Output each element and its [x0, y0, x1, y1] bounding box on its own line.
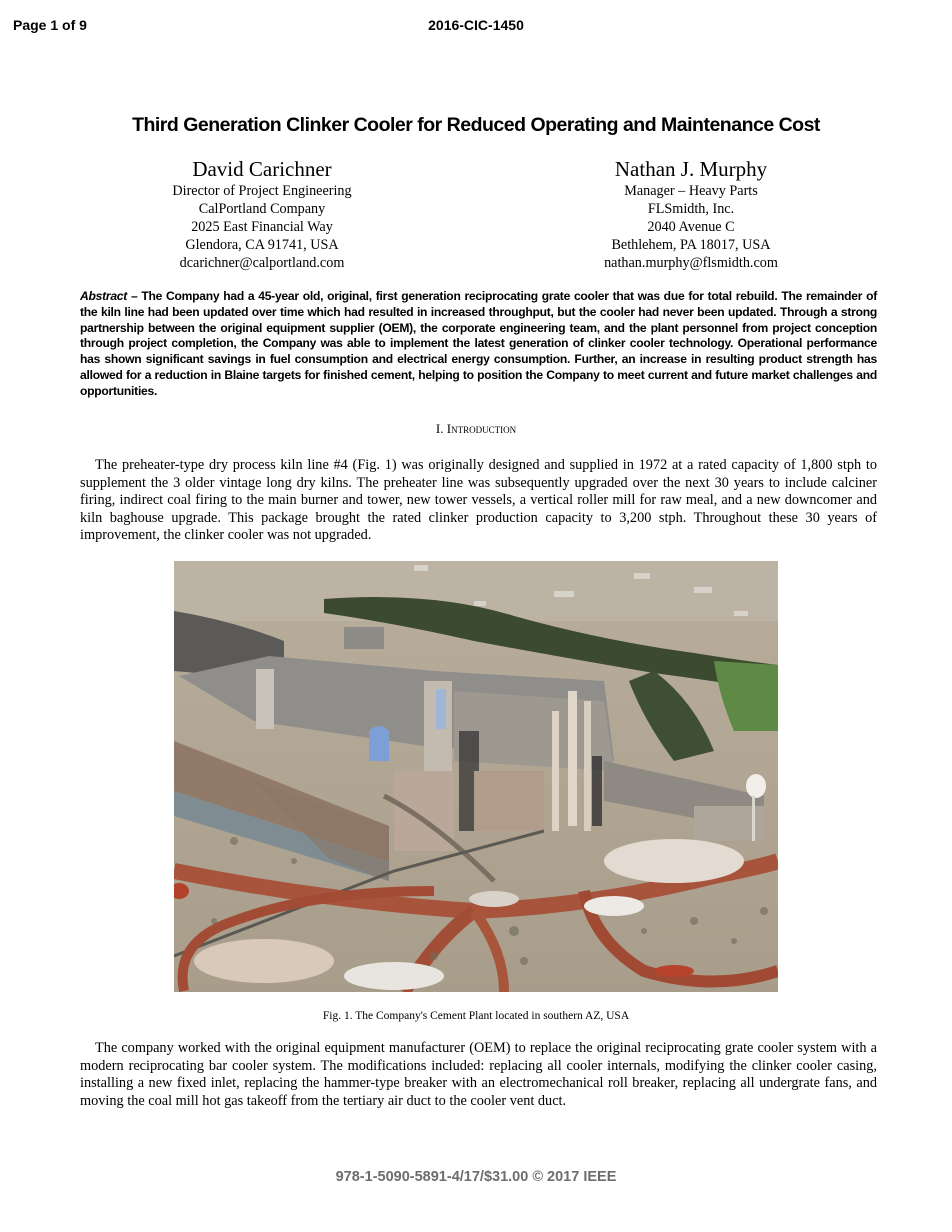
copyright-footer: 978-1-5090-5891-4/17/$31.00 © 2017 IEEE — [335, 1169, 617, 1185]
page-indicator: Page 1 of 9 — [13, 17, 87, 33]
author-block — [92, 156, 432, 272]
cement-plant-aerial-image — [174, 561, 778, 992]
author-city: Glendora, CA 91741, USA — [185, 237, 339, 253]
author-position: Manager – Heavy Parts — [624, 183, 758, 199]
author-name: Nathan J. Murphy — [614, 157, 768, 181]
author-email: nathan.murphy@flsmidth.com — [604, 255, 778, 271]
abstract — [80, 289, 877, 400]
figure-photo — [174, 561, 778, 992]
author-street: 2025 East Financial Way — [191, 219, 333, 235]
section-number: I. — [435, 421, 447, 436]
author-organization: FLSmidth, Inc. — [647, 201, 735, 217]
paragraph-text: The company worked with the original equipment manufacturer (OEM) to replace the original reciprocating grate cooler system with a modern reciprocating bar cooler system. The modifications included: replacing all cooler internals, modifying the clinker cooler casing, installing a new fixed inlet, replacing the hammer-type breaker with an electromechanical roll breaker, replacing all undergrate fans, and moving the coal mill hot gas takeoff from the tertiary air duct to the cooler vent duct. — [80, 1040, 877, 1109]
body-paragraph — [80, 457, 877, 545]
abstract-separator: – — [127, 289, 142, 303]
author-organization: CalPortland Company — [198, 201, 326, 217]
author-street: 2040 Avenue C — [647, 219, 735, 235]
abstract-label: Abstract — [80, 289, 128, 303]
section-title: Introduction — [446, 421, 517, 436]
paper-title: Third Generation Clinker Cooler for Reduced Operating and Maintenance Cost — [132, 114, 820, 136]
author-city: Bethlehem, PA 18017, USA — [611, 237, 771, 253]
author-block — [521, 156, 861, 272]
paper-id: 2016-CIC-1450 — [428, 17, 524, 33]
section-heading — [0, 421, 952, 437]
abstract-text: The Company had a 45-year old, original, first generation reciprocating grate cooler that was due for total rebuild. The remainder of the kiln line had been updated over time which had resulted in increased throughput, but the cooler had never been updated. Through a strong partnership between the original equipment supplier (OEM), the corporate engineering team, and the plant personnel from project conception through project completion, the Company was able to implement the latest generation of clinker cooler technology. Operational performance has shown significant savings in fuel consumption and electrical energy consumption. Further, an increase in resulting product strength has allowed for a reduction in Blaine targets for finished cement, helping to position the Company to meet current and future market challenges and opportunities. — [80, 289, 877, 398]
author-email: dcarichner@calportland.com — [179, 255, 345, 271]
author-position: Director of Project Engineering — [172, 183, 352, 199]
figure-caption: Fig. 1. The Company's Cement Plant located in southern AZ, USA — [322, 1010, 630, 1022]
body-paragraph — [80, 1040, 877, 1110]
author-name: David Carichner — [192, 157, 332, 181]
paragraph-text: The preheater-type dry process kiln line #4 (Fig. 1) was originally designed and supplied in 1972 at a rated capacity of 1,800 stph to supplement the 3 older vintage long dry kilns. The preheater line was subsequently upgraded over the next 30 years to include calciner firing, indirect coal firing to the main burner and tower, new tower vessels, a vertical roller mill for raw meal, and a new downcomer and kiln baghouse upgrade. This package brought the rated clinker production capacity to 3,200 stph. Throughout these 30 years of improvement, the clinker cooler was not upgraded. — [80, 457, 877, 544]
